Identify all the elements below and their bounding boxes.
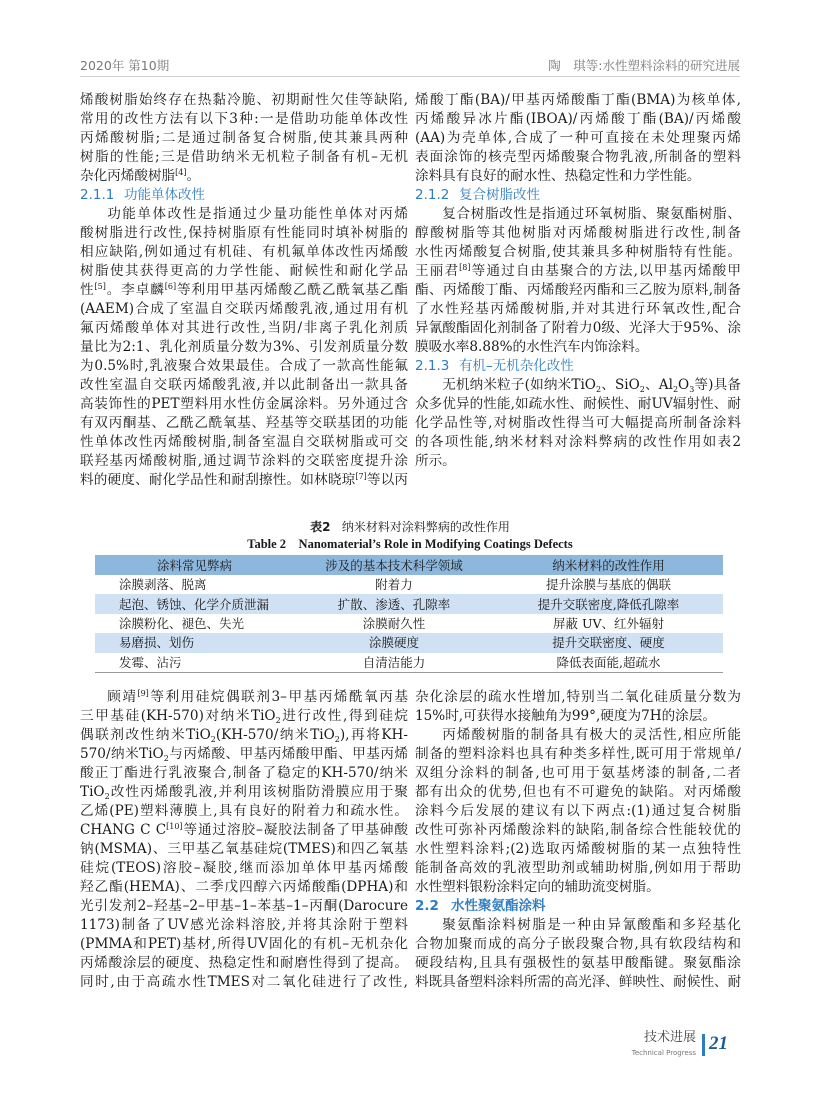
- citation-superscript: [10]: [166, 822, 183, 831]
- citation-superscript: [4]: [175, 168, 187, 177]
- table-header-cell: 涉及的基本技术科学领域: [294, 555, 494, 575]
- text-run: 570/纳米TiO: [80, 746, 164, 762]
- text-line: 性单体改性丙烯酸树脂,制备室温自交联树脂或可交: [80, 434, 408, 450]
- citation-superscript: [7]: [355, 472, 367, 481]
- section-number: 2.1.3: [415, 358, 450, 374]
- section-number: 2.1.2: [415, 187, 450, 203]
- text-line: 1173)制备了UV感光涂料溶胶,并将其涂附于塑料: [80, 917, 408, 933]
- table-caption-en: Table 2 Nanomaterial’s Role in Modifying Coatings Defects: [247, 537, 573, 551]
- text-line: 聚氨酯涂料树脂是一种由异氰酸酯和多羟基化: [442, 917, 741, 933]
- text-run: 三甲基硅(KH-570)对纳米TiO: [80, 708, 276, 724]
- text-line: [415, 376, 741, 395]
- text-run: 与丙烯酸、甲基丙烯酸甲酯、甲基丙烯: [168, 746, 408, 762]
- text-line: 丙烯酸树脂的制备具有极大的灵活性,相应所能: [442, 727, 741, 743]
- paragraph: [415, 726, 741, 897]
- text-line: 丙烯酸异冰片酯(IBOA)/丙烯酸丁酯(BA)/丙烯酸: [415, 111, 741, 127]
- table-cell: 提升交联密度,降低孔隙率: [494, 594, 723, 613]
- text-line: 常用的改性方法有以下3种:一是借助功能单体改性: [80, 111, 408, 127]
- text-line: 量比为2:1、乳化剂质量分数为3%、引发剂质量分数: [80, 339, 408, 355]
- text-line: 改性可弥补丙烯酸涂料的缺陷,制备综合性能较优的: [415, 822, 741, 838]
- text-line: 羟乙酯(HEMA)、二季戊四醇六丙烯酸酯(DPHA)和: [80, 879, 408, 895]
- text-line: 都有出众的优势,但也有不可避免的缺陷。对丙烯酸: [415, 784, 741, 800]
- footer-section-cn: 技术进展: [643, 1030, 696, 1045]
- table-cell: 涂膜剥落、脱离: [119, 577, 207, 593]
- citation-superscript: [5]: [94, 282, 106, 291]
- text-line: 水性塑料涂料;(2)选取丙烯酸树脂的某一点独特性: [415, 841, 741, 857]
- text-line: 硬段结构,且具有强极性的氨基甲酸酯键。聚氨酯涂: [415, 955, 741, 971]
- table-cell: 起泡、锈蚀、化学介质泄漏: [95, 594, 294, 613]
- text-line: [80, 707, 408, 726]
- table-cell: 提升涂膜与基底的偶联: [545, 577, 671, 593]
- table-row: [95, 653, 723, 673]
- paragraph: [415, 376, 741, 471]
- table-label: 表2: [310, 520, 331, 534]
- text-run: ),再将KH-: [339, 727, 408, 743]
- subscript: 2: [104, 792, 110, 801]
- text-line: 改性室温自交联丙烯酸乳液,并以此制备出一款具备: [80, 377, 408, 393]
- text-line: 所示。: [415, 453, 456, 469]
- paragraph: [80, 205, 408, 490]
- section-heading: [80, 186, 408, 205]
- text-line: 水性丙烯酸复合树脂,使其兼具多种树脂特有性能。: [415, 244, 741, 260]
- table-cell: 涂膜粉化、褪色、失光: [119, 615, 245, 631]
- text-line: 水性塑料银粉涂料定向的辅助流变树脂。: [415, 879, 660, 895]
- table-header-cell: 涂料常见弊病: [95, 555, 294, 575]
- section-number: 2.1.1: [80, 187, 115, 203]
- section-title: 复合树脂改性: [459, 187, 540, 203]
- table-row: [95, 594, 723, 613]
- column-bottom-right: [415, 688, 741, 992]
- paragraph: [415, 916, 741, 992]
- text-line: 硅烷(TEOS)溶胶–凝胶,继而添加单体甲基丙烯酸: [80, 860, 408, 876]
- running-header-issue: 2020年 第10期: [80, 58, 170, 73]
- page-number: 21: [709, 1033, 728, 1054]
- table-cell: 屏蔽 UV、红外辐射: [552, 615, 665, 631]
- running-header-title: 陶 琪等:水性塑料涂料的研究进展: [548, 58, 740, 73]
- table-cell: 易磨损、划伤: [95, 633, 294, 652]
- text-line: [80, 471, 408, 490]
- section-heading: [415, 897, 741, 916]
- text-run: 、Al: [644, 377, 673, 393]
- text-line: 15%时,可获得水接触角为99°,硬度为7H的涂层。: [415, 708, 716, 724]
- text-line: 合物加聚而成的高分子嵌段聚合物,具有软段结构和: [415, 936, 741, 952]
- paragraph: [415, 688, 741, 726]
- subscript: 2: [639, 385, 645, 394]
- text-line: 能制备高效的乳液型助剂或辅助树脂,例如用于帮助: [415, 860, 741, 876]
- text-run: 王丽君: [415, 263, 460, 279]
- text-run: TiO: [80, 784, 105, 800]
- text-run: O: [678, 377, 690, 393]
- text-line: 酸树脂进行改性,保持树脂原有性能同时填补树脂的: [80, 225, 408, 241]
- text-line: [80, 783, 408, 802]
- text-line: 酯、丙烯酸丁酯、丙烯酸羟丙酯和三乙胺为原料,制备: [415, 282, 741, 298]
- text-line: [80, 688, 408, 707]
- text-line: 双组分涂料的制备,也可用于氨基烤漆的制备,二者: [415, 765, 741, 781]
- column-top-left: [80, 91, 408, 490]
- table-cell: 扩散、渗透、孔隙率: [294, 594, 494, 613]
- text-line: 丙烯酸涂层的硬度、热稳定性和耐磨性得到了提高。: [80, 955, 408, 971]
- text-line: (PMMA和PET)基材,所得UV固化的有机–无机杂化: [80, 936, 408, 952]
- text-run: 顾靖: [107, 689, 138, 705]
- text-line: 树脂的性能;三是借助纳米无机粒子制备有机–无机: [80, 149, 408, 165]
- page-footer: [620, 1028, 740, 1062]
- citation-superscript: [6]: [164, 282, 177, 291]
- text-line: 的各项性能,纳米材料对涂料弊病的改性作用如表2: [415, 434, 741, 450]
- table-header-row: [95, 555, 723, 575]
- text-line: 高装饰性的PET塑料用水性仿金属涂料。另外通过含: [80, 396, 408, 412]
- text-line: 料既具备塑料涂料所需的高光泽、鲜映性、耐候性、耐: [415, 974, 741, 990]
- text-run: (KH-570/纳米TiO: [215, 727, 335, 743]
- text-run: 料的硬度、耐化学品性和耐刮擦性。如林晓琼: [80, 472, 356, 488]
- text-run: 等利用甲基丙烯酸乙酰乙酰氧基乙酯: [176, 282, 408, 298]
- text-line: 烯酸树脂始终存在热黏冷脆、初期耐性欠佳等缺陷,: [80, 92, 408, 108]
- text-line: 烯酸丁酯(BA)/甲基丙烯酸酯丁酯(BMA)为核单体,: [415, 92, 741, 108]
- table-cell: 涂膜硬度: [294, 633, 494, 652]
- text-line: [80, 821, 408, 840]
- table-cell: 降低表面能,超疏水: [556, 654, 661, 670]
- footer-accent-bar: [702, 1034, 705, 1056]
- text-line: 酸正丁酯进行乳液聚合,制备了稳定的KH-570/纳米: [80, 765, 408, 781]
- section-title: 功能单体改性: [124, 187, 205, 203]
- text-line: 众多优异的性能,如疏水性、耐候性、耐UV辐射性、耐: [415, 396, 741, 412]
- table-cell: 自清洁能力: [362, 654, 426, 670]
- table-row: [95, 614, 723, 633]
- text-run: 。: [186, 168, 201, 184]
- section-heading: [415, 357, 741, 376]
- text-run: 性: [80, 282, 95, 298]
- section-number: 2.2: [415, 898, 439, 914]
- table-cell: 发霉、沾污: [119, 654, 182, 670]
- subscript: 2: [210, 735, 216, 744]
- footer-section-en: Technical Progress: [631, 1049, 696, 1057]
- subscript: 2: [163, 754, 169, 763]
- text-line: 复合树脂改性是指通过环氧树脂、聚氨酯树脂、: [442, 206, 741, 222]
- text-run: 。李卓麟: [105, 282, 165, 298]
- text-line: 涂料具有良好的耐水性、热稳定性和力学性能。: [415, 168, 701, 184]
- text-line: 丙烯酸树脂;二是通过制备复合树脂,使其兼具两种: [80, 130, 408, 146]
- table-cell: 提升交联密度、硬度: [494, 633, 723, 652]
- subscript: 2: [275, 716, 281, 725]
- paragraph: [415, 205, 741, 357]
- text-run: 杂化丙烯酸树脂: [80, 168, 176, 184]
- section-heading: [415, 186, 741, 205]
- nanomaterial-table: [95, 555, 723, 673]
- subscript: 2: [334, 735, 340, 744]
- subscript: 2: [672, 385, 679, 394]
- text-run: 偶联剂改性纳米TiO: [80, 727, 211, 743]
- text-line: 联羟基丙烯酸树脂,通过调节涂料的交联密度提升涂: [80, 453, 408, 469]
- paragraph: [415, 91, 741, 186]
- text-line: (AA)为壳单体,合成了一种可直接在未处理聚丙烯: [415, 130, 741, 146]
- text-line: 膜吸水率8.88%的水性汽车内饰涂料。: [415, 339, 649, 355]
- table-header-cell: 纳米材料的改性作用: [494, 555, 723, 575]
- text-line: 杂化涂层的疏水性增加,特别当二氧化硅质量分数为: [415, 689, 741, 705]
- citation-superscript: [9]: [137, 689, 149, 698]
- text-line: [80, 726, 408, 745]
- header-divider: [80, 76, 740, 77]
- section-title: 有机–无机杂化改性: [459, 358, 574, 374]
- text-line: 了水性羟基丙烯酸树脂,并对其进行环氧改性,配合: [415, 301, 741, 317]
- text-line: 光引发剂2–羟基–2–甲基–1–苯基–1–丙酮(Darocure: [80, 898, 408, 914]
- text-line: 钠(MSMA)、三甲基乙氧基硅烷(TMES)和四乙氧基: [80, 841, 408, 857]
- text-line: 异氰酸酯固化剂制备了附着力0级、光泽大于95%、涂: [415, 320, 741, 336]
- text-line: 功能单体改性是指通过少量功能性单体对丙烯: [107, 206, 408, 222]
- subscript: 2: [595, 385, 602, 394]
- text-line: 有双丙酮基、乙酰乙酰氧基、羟基等交联基团的功能: [80, 415, 408, 431]
- text-line: [80, 167, 408, 186]
- paragraph: [80, 91, 408, 186]
- table-cell: 涂膜耐久性: [362, 615, 426, 631]
- text-line: 同时,由于高疏水性TMES对二氧化硅进行了改性,: [80, 974, 408, 990]
- text-line: [415, 262, 741, 281]
- table-row: [95, 633, 723, 652]
- text-line: 表面涂饰的核壳型丙烯酸聚合物乳液,所制备的塑料: [415, 149, 741, 165]
- text-run: 等利用硅烷偶联剂3–甲基丙烯酰氧丙基: [148, 689, 408, 705]
- table-cell: 附着力: [375, 577, 413, 593]
- text-line: 醇酸树脂等其他树脂对丙烯酸树脂进行改性,制备: [415, 225, 741, 241]
- text-run: 、SiO: [601, 377, 640, 393]
- citation-superscript: [8]: [459, 263, 471, 272]
- text-line: 涂料今后发展的建议有以下两点:(1)通过复合树脂: [415, 803, 741, 819]
- text-line: [80, 281, 408, 300]
- text-line: 树脂使其获得更高的力学性能、耐候性和耐化学品: [80, 263, 408, 279]
- text-line: [80, 745, 408, 764]
- subscript: 3: [689, 385, 695, 394]
- text-line: 乙烯(PE)塑料薄膜上,具有良好的附着力和疏水性。: [80, 803, 408, 819]
- text-run: 进行改性,得到硅烷: [280, 708, 408, 724]
- text-run: 无机纳米粒子(如纳米TiO: [442, 377, 596, 393]
- text-line: (AAEM)合成了室温自交联丙烯酸乳液,通过用有机: [80, 301, 408, 317]
- text-line: 氟丙烯酸单体对其进行改性,当阴/非离子乳化剂质: [80, 320, 408, 336]
- paragraph: [80, 688, 408, 992]
- text-line: 相应缺陷,例如通过有机硅、有机氟单体改性丙烯酸: [80, 244, 408, 260]
- text-run: 等通过自由基聚合的方法,以甲基丙烯酸甲: [470, 263, 741, 279]
- table-caption-cn: [80, 520, 740, 535]
- column-top-right: [415, 91, 741, 471]
- text-run: CHANG C C: [80, 822, 167, 838]
- table-row: [95, 575, 723, 594]
- section-title: 水性聚氨酯涂料: [451, 898, 546, 914]
- text-line: 为0.5%时,乳液聚合效果最佳。合成了一款高性能氟: [80, 358, 408, 374]
- table-title-cn: 纳米材料对涂料弊病的改性作用: [341, 520, 510, 534]
- text-run: 等)具备: [694, 377, 741, 393]
- text-run: 等通过溶胶–凝胶法制备了甲基砷酸: [182, 822, 408, 838]
- text-line: 化学品性等,对树脂改性得当可大幅提高所制备涂料: [415, 415, 741, 431]
- text-line: 制备的塑料涂料也具有种类多样性,既可用于常规单/: [415, 746, 741, 762]
- text-run: 改性丙烯酸乳液,并利用该树脂防滑膜应用于聚: [109, 784, 408, 800]
- text-run: 等以丙: [366, 472, 408, 488]
- column-bottom-left: [80, 688, 408, 992]
